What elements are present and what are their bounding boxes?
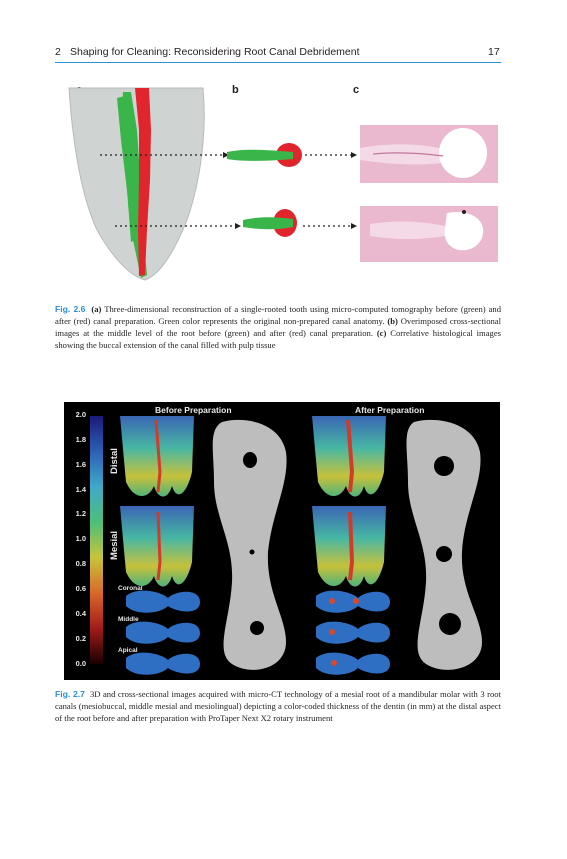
- figure-2-7-label: Fig. 2.7: [55, 689, 85, 699]
- colorbar-tick: 0.0: [75, 659, 86, 668]
- tooth-reconstruction: [69, 88, 204, 280]
- after-preparation-title: After Preparation: [355, 405, 425, 415]
- before-preparation-title: Before Preparation: [155, 405, 232, 415]
- figure-2-6-graphic: [55, 70, 505, 292]
- figure-2-6-label: Fig. 2.6: [55, 304, 86, 314]
- caption-part-c-text: Correlative histological images showing the buccal extension of the canal filled with pulp tissue: [55, 328, 501, 351]
- colorbar-tick: 1.2: [75, 509, 86, 518]
- histology-top: [360, 125, 498, 183]
- colorbar-tick: 1.0: [75, 534, 86, 543]
- cross-section-top: [227, 143, 302, 167]
- after-ct-slice: [396, 416, 498, 678]
- panel-label-b: b: [232, 84, 239, 96]
- colorbar-tick: 0.2: [75, 634, 86, 643]
- caption-part-b-text: Overimposed cross-sectional images at the middle level of the root before (green) and after (red) canal preparation.: [55, 316, 501, 339]
- middle-label: Middle: [118, 616, 139, 623]
- colorbar-tick: 1.8: [75, 435, 86, 444]
- mesial-label: Mesial: [109, 530, 120, 560]
- figure-2-6-caption: [55, 303, 501, 351]
- colorbar-tick: 0.6: [75, 584, 86, 593]
- after-cross-sections: [316, 591, 390, 675]
- caption-part-a-text: Three-dimensional reconstruction of a single-rooted tooth using micro-computed tomography before (green) and after (red) canal preparation. Green color represents the original non-prepared canal anatomy.: [55, 304, 502, 327]
- after-mesial-root: [312, 506, 386, 587]
- caption-part-b-label: (b): [387, 316, 398, 327]
- caption-part-a-label: (a): [91, 304, 102, 314]
- histology-bottom: [360, 206, 498, 262]
- distal-label: Distal: [109, 448, 120, 474]
- coronal-label: Coronal: [118, 585, 143, 592]
- page-number: 17: [488, 46, 500, 58]
- panel-label-c: c: [353, 84, 360, 96]
- colorbar-tick: 1.4: [75, 485, 86, 494]
- before-distal-root: [120, 416, 194, 497]
- before-cross-sections: [126, 591, 200, 675]
- colorbar-tick: 0.8: [75, 559, 86, 568]
- before-ct-slice: [204, 416, 302, 678]
- apical-label: Apical: [118, 647, 138, 654]
- cross-section-bottom: [243, 209, 297, 237]
- figure-2-6: [55, 70, 505, 292]
- colorbar-tick: 2.0: [75, 410, 86, 419]
- figure-2-7-caption-text: 3D and cross-sectional images acquired with micro-CT technology of a mesial root of a mandibular molar with 3 root canals (mesiobuccal, middle mesial and mesiolingual) depicting a color-coded thickness of the dentin (in mm) at the distal aspect of the root before and after preparation with ProTaper Next X2 rotary instrument: [55, 689, 501, 724]
- chapter-title: Shaping for Cleaning: Reconsidering Root Canal Debridement: [70, 46, 360, 58]
- figure-2-7: [64, 402, 500, 680]
- before-mesial-root: [120, 506, 194, 587]
- colorbar-tick: 0.4: [75, 609, 86, 618]
- after-distal-root: [312, 416, 386, 497]
- figure-2-7-caption: [55, 688, 501, 724]
- chapter-number: 2: [55, 46, 61, 58]
- figure-2-7-graphic: [64, 402, 500, 680]
- caption-part-c-label: (c): [376, 328, 387, 339]
- header-rule: [55, 62, 501, 63]
- colorbar-tick: 1.6: [75, 460, 86, 469]
